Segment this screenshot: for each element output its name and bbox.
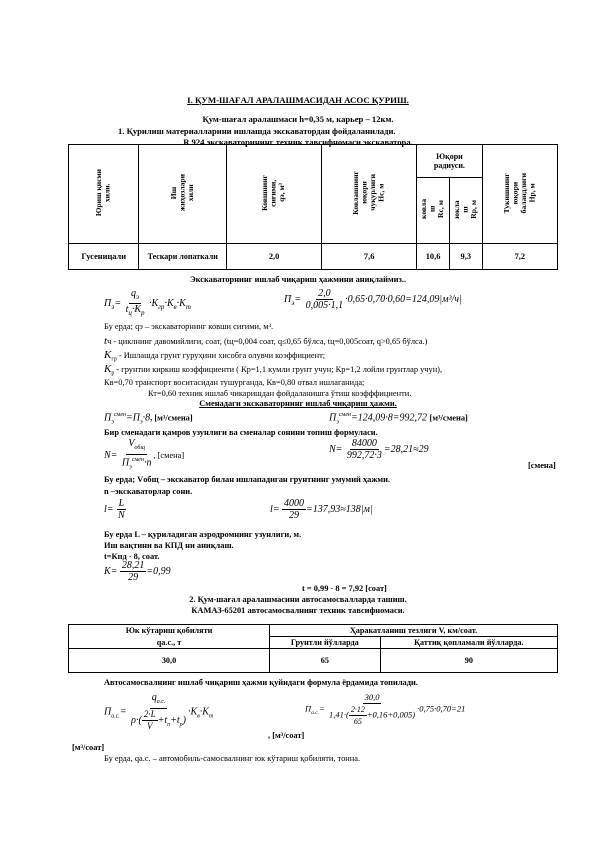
cell-paved-speed: 90 (380, 649, 557, 673)
l-formula: l= $\frac{L}{N}$ (104, 498, 125, 521)
n-formula: N= $\frac{V_{общ}}{П_э^{смен}\cdot n}$ , [смена] (104, 438, 185, 471)
cell-equipment: Тескари лопаткали (139, 243, 227, 269)
truck-formula-unit: , [м³/соат] (268, 731, 305, 740)
cell-dirt-speed: 65 (270, 649, 381, 673)
excavator-value: $П_э=$ $\frac{2,0}{0,005\cdot 1,1}$ ·0,65·0,70·0,60=124,09|м³/ч| (284, 288, 462, 311)
desc-ground: $К_{гр}$ - Ишлашда грунт гуруҳини хисобга олувчи коэффициент; (104, 349, 326, 363)
table-row (69, 649, 558, 673)
kpd-heading: Иш вақтини ва КПД ни аниқлаш. (104, 541, 234, 550)
col-header-height: Тукишнинг юқори баландлиги Нр, м (482, 145, 557, 244)
cell-chassis: Гусеницали (69, 243, 139, 269)
l-value: l= $\frac{4000}{29}$ =137,93≈138|м| (270, 498, 373, 521)
n-value: N= $\frac{84000}{992,72\cdot 3}$ =28,21≈29 (329, 438, 429, 461)
desc-cutting: $К_р$ - грунтни киркиш коэффициенти ( Кр=1,1 кумли грунт учун; Кр=1,2 лойли грунтлар учун), (104, 363, 443, 377)
subtitle: Қум-шағал аралашмаси h=0,35 м, карьер – 12км. (202, 114, 394, 124)
truck-value: $П_{а.с.}=$ 30,0 1,41·( $\frac{2\cdot 12}{65}$ +0,16+0,005) ·0,75·0,70=21 (305, 692, 466, 726)
cell-capacity: 30,0 (69, 649, 270, 673)
row-count-heading: Бир сменадаги қамров узунлиги ва сменалар сонини топиш формуласи. (104, 428, 378, 437)
l-desc: Бу ерда L – қуриладиган аэродромнинг узунлиги, м. (104, 530, 302, 539)
truck-spec-table (68, 624, 558, 673)
col-header-load-radius: юкла ш Rр, м (449, 177, 482, 243)
desc-transport: Кв=0,70 транспорт воситасидан тушурганда, Кв=0,80 отвал ишлаганида; (104, 378, 365, 387)
excavator-formula: $П_э=$ $\frac{q_э}{t_ц\cdot K_р}$ $\cdot K_{гр}\cdot K_в\cdot K_т$ (104, 288, 191, 317)
shift-heading: Сменадаги экскаваторнинг ишлаб чиқариш ҳажми. (199, 399, 397, 408)
section-title: I. ҚУМ-ШАҒАЛ АРАЛАШМАСИДАН АСОС ҚУРИШ. (187, 95, 409, 105)
excavator-heading: Экскаваторнинг ишлаб чиқариш ҳажмини аниқлаймиз.. (189, 275, 407, 284)
col-header-paved-road: Қаттиқ қопламали йўлларда. (380, 637, 557, 649)
v-desc: Бу ерда; Vобщ – экскаватор билан ишлападиган грунтнинг умумий ҳажми. (104, 475, 391, 484)
col-header-chassis: Юриш қисми хили. (69, 145, 139, 244)
shift-formula: $П_э^{смен}=П_э\cdot 8$, [м³/смена] (104, 412, 193, 426)
shift-value: $П_э^{смен}=124,09\cdot 8=992,72$ [м³/смена] (329, 412, 468, 426)
last-desc: Бу ерда, qа.с. – автомобиль-самосвалнинг юк кўтариш қобиляти, тонна. (104, 754, 361, 763)
n-desc: n –экскаваторлар сони. (104, 487, 193, 496)
n-unit: [смена] (528, 461, 556, 470)
col-header-radius: Юқори радиуси. (417, 145, 482, 178)
col-header-capacity: Юк кўтариш қобиляти (69, 625, 270, 637)
col-header-dig-radius: ковла ш Rс, м (417, 177, 450, 243)
cell-dig-radius: 10,6 (417, 243, 450, 269)
cell-height: 7,2 (482, 243, 557, 269)
col-header-depth: Ковлашнинг юқори чуқурлиги Нс, м (322, 145, 417, 244)
unit-line: [м³/соат] (72, 743, 105, 752)
t-value: t = 0,99 · 8 = 7,92 [соат] (302, 584, 387, 593)
step2-subtitle: КАМАЗ-65201 автосамосвалнинг техник тавсифномаси. (191, 606, 405, 615)
excavator-spec-table (68, 144, 558, 270)
col-header-dirt-road: Грунтли йўлларда (270, 637, 381, 649)
step1-title: 1. Қурилиш материалларини ишлашда экскаватордан фойдаланилади. (118, 126, 396, 136)
cell-bucket: 2,0 (227, 243, 322, 269)
truck-formula: $П_{а.с.}=$ $q_{а.с.}$ ρ·( $\frac{2\cdot L}{V}$ $+t_п+t_р$) $\cdot K_в\cdot K_т$ (104, 692, 214, 731)
col-header-speed: Ҳаракатланиш тезлиги V, км/соат. (270, 625, 558, 637)
cell-depth: 7,6 (322, 243, 417, 269)
cell-load-radius: 9,3 (449, 243, 482, 269)
table-row (69, 243, 558, 269)
t-formula: t=Кпд · 8, соат. (104, 552, 160, 561)
desc-cycle: tч - циклнинг давомийлиги, соат, (tц=0,004 соат, q≤0,65 бўлса, tц=0,005соат, q>0,65 бўлса.) (104, 335, 428, 347)
col-header-equipment: Иш жиҳозлари хили (139, 145, 227, 244)
desc-tech: Кт=0,60 техник ишлаб чикаришдан фойдаланишга ўтиш коэфффициенти. (148, 389, 412, 398)
step1-subtitle: R 924 экскаваторининг техник тавсифномаси экскаватора. (183, 137, 413, 147)
step2-title: 2. Қум-шағал аралашмасини автосамосвалларда ташиш. (189, 595, 407, 604)
desc-bucket: Бу ерда; qэ – экскаваторнинг ковши сиғими, м³. (104, 322, 274, 331)
col-header-bucket: Ковшнинг сиғими, qэ, м³ (227, 145, 322, 244)
k-value: K= $\frac{28,21}{29}$ =0,99 (104, 560, 171, 583)
truck-heading: Автосамосвалнинг ишлаб чиқариш ҳажми қуйидаги формула ёрдамида топилади. (104, 678, 418, 687)
col-header-capacity-unit: qа.с., т (69, 637, 270, 649)
